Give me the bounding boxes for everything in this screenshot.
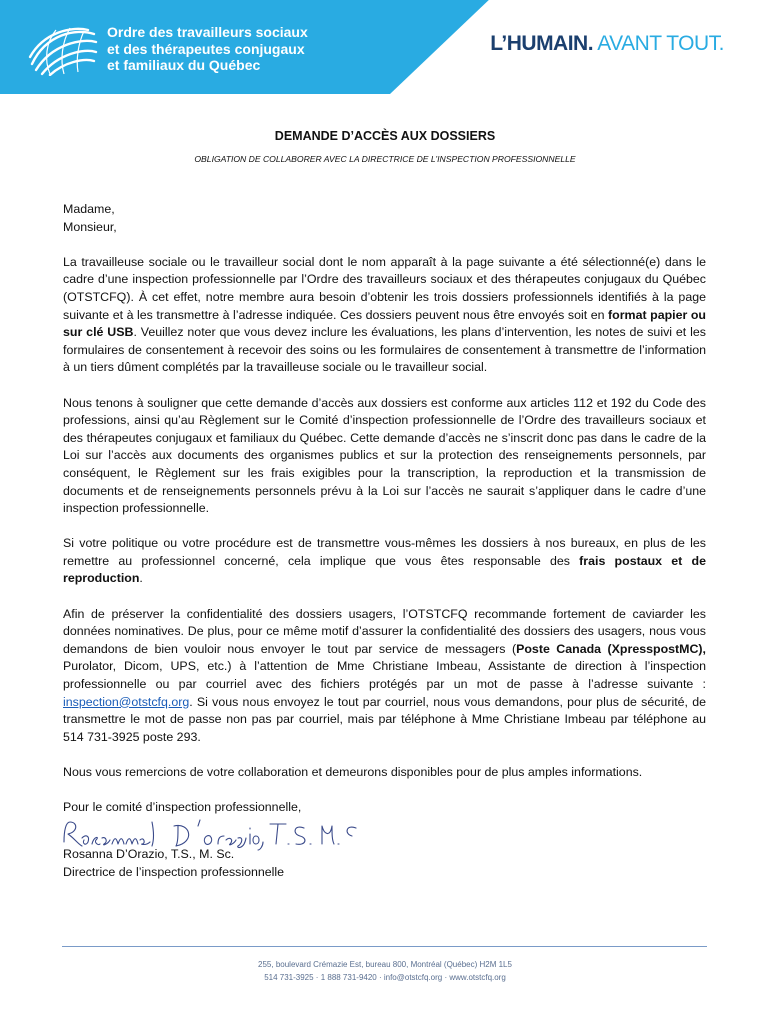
paragraph-4: [63, 606, 706, 747]
slogan-light: AVANT TOUT.: [593, 32, 724, 55]
paragraph-text: . Veuillez noter que vous devez inclure les évaluations, les plans d’intervention, les notes de suivi et les formulaires de consentement à recevoir des soins ou les formulaires de consentement à transmettre de l’information à un tiers dûment complétés par la travailleuse sociale ou le travailleur social.: [63, 325, 706, 375]
letter-body: [63, 201, 706, 817]
footer-address: 255, boulevard Crémazie Est, bureau 800, Montréal (Québec) H2M 1L5: [258, 960, 512, 969]
organization-name: [107, 24, 308, 74]
salutation: Madame,: [63, 202, 115, 216]
footer-divider: [62, 946, 707, 947]
signer-block: [63, 846, 284, 881]
bold-text: Poste Canada (XpresspostMC),: [516, 641, 706, 656]
footer: [0, 958, 770, 984]
globe-logo-icon: [26, 24, 98, 76]
org-name-line: Ordre des travailleurs sociaux: [107, 24, 308, 40]
signer-title: Directrice de l’inspection professionnelle: [63, 864, 285, 879]
salutation: Monsieur,: [63, 219, 117, 234]
footer-contact: 514 731-3925 · 1 888 731-9420 · info@otstcfq.org · www.otstcfq.org: [264, 973, 506, 982]
bold-text: format papier ou sur clé USB: [63, 307, 706, 340]
paragraph-text: La travailleuse sociale ou le travailleur social dont le nom apparaît à la page suivante a été sélectionné(e) dans le cadre d’une inspection professionnelle par l’Ordre des travailleurs sociaux et des thérapeutes conjugaux du Québec (OTSTCFQ). À cet effet, notre membre aura besoin d’obtenir les trois dossiers professionnels identifiés à la page suivante et à les transmettre à l’adresse indiquée. Ces dossiers peuvent nous être envoyés soit en: [63, 254, 706, 322]
paragraph-1: [63, 254, 706, 377]
slogan: [490, 32, 724, 56]
document-title: DEMANDE D’ACCÈS AUX DOSSIERS: [274, 129, 496, 143]
paragraph-3: [63, 535, 706, 588]
org-name-line: et familiaux du Québec: [107, 57, 261, 73]
closing: Pour le comité d’inspection professionnelle,: [63, 800, 302, 815]
bold-text: frais postaux et de reproduction: [63, 553, 706, 586]
paragraph-5: Nous vous remercions de votre collaboration et demeurons disponibles pour de plus amples informations.: [63, 765, 643, 779]
org-name-line: et des thérapeutes conjugaux: [107, 40, 305, 57]
email-link[interactable]: inspection@otstcfq.org: [63, 694, 190, 709]
paragraph-2: Nous tenons à souligner que cette demande d’accès aux dossiers est conforme aux articles 112 et 192 du Code des professions, ainsi qu’au Règlement sur le Comité d’inspection professionnelle de l’Ordre des travailleurs sociaux et des thérapeutes conjugaux et familiaux du Québec. Cette demande d’accès ne s’inscrit donc pas dans le cadre de la Loi sur l’accès aux documents des organismes publics et sur la protection des renseignements personnels, par conséquent, le Règlement sur les frais exigibles pour la transcription, la reproduction et la transmission de documents et de renseignements personnels prévu à la Loi sur l’accès ne saurait s’appliquer dans le cadre d’une inspection professionnelle.: [63, 395, 706, 516]
paragraph-text: .: [139, 571, 143, 586]
paragraph-text: Purolator, Dicom, UPS, etc.) à l’attention de Mme Christiane Imbeau, Assistante de direction à l’inspection professionnelle ou par courriel avec des fichiers protégés par un mot de passe à l’adresse suivante :: [63, 659, 706, 692]
signer-name: Rosanna D’Orazio, T.S., M. Sc.: [63, 847, 235, 861]
header-banner: [0, 0, 770, 94]
document-subtitle: OBLIGATION DE COLLABORER AVEC LA DIRECTRICE DE L’INSPECTION PROFESSIONNELLE: [194, 154, 576, 164]
paragraph-text: Si votre politique ou votre procédure est de transmettre vous-mêmes les dossiers à nos bureaux, en plus de les remettre au professionnel concerné, cela implique que vous êtes responsable des: [63, 536, 706, 568]
paragraph-text: Afin de préserver la confidentialité des dossiers usagers, l’OTSTCFQ recommande fortement de caviarder les données nominatives. De plus, pour ce même motif d’assurer la confidentialité des dossiers des usagers, nous vous demandons de bien vouloir nous envoyer le tout par service de messagers (: [63, 606, 706, 656]
paragraph-text: . Si vous nous envoyez le tout par courriel, nous vous demandons, pour plus de sécurité, de transmettre le mot de passe non pas par courriel, mais par téléphone à Mme Christiane Imbeau par téléphone au 514 731-3925 poste 293.: [63, 694, 706, 744]
slogan-bold: L’HUMAIN.: [490, 32, 594, 55]
